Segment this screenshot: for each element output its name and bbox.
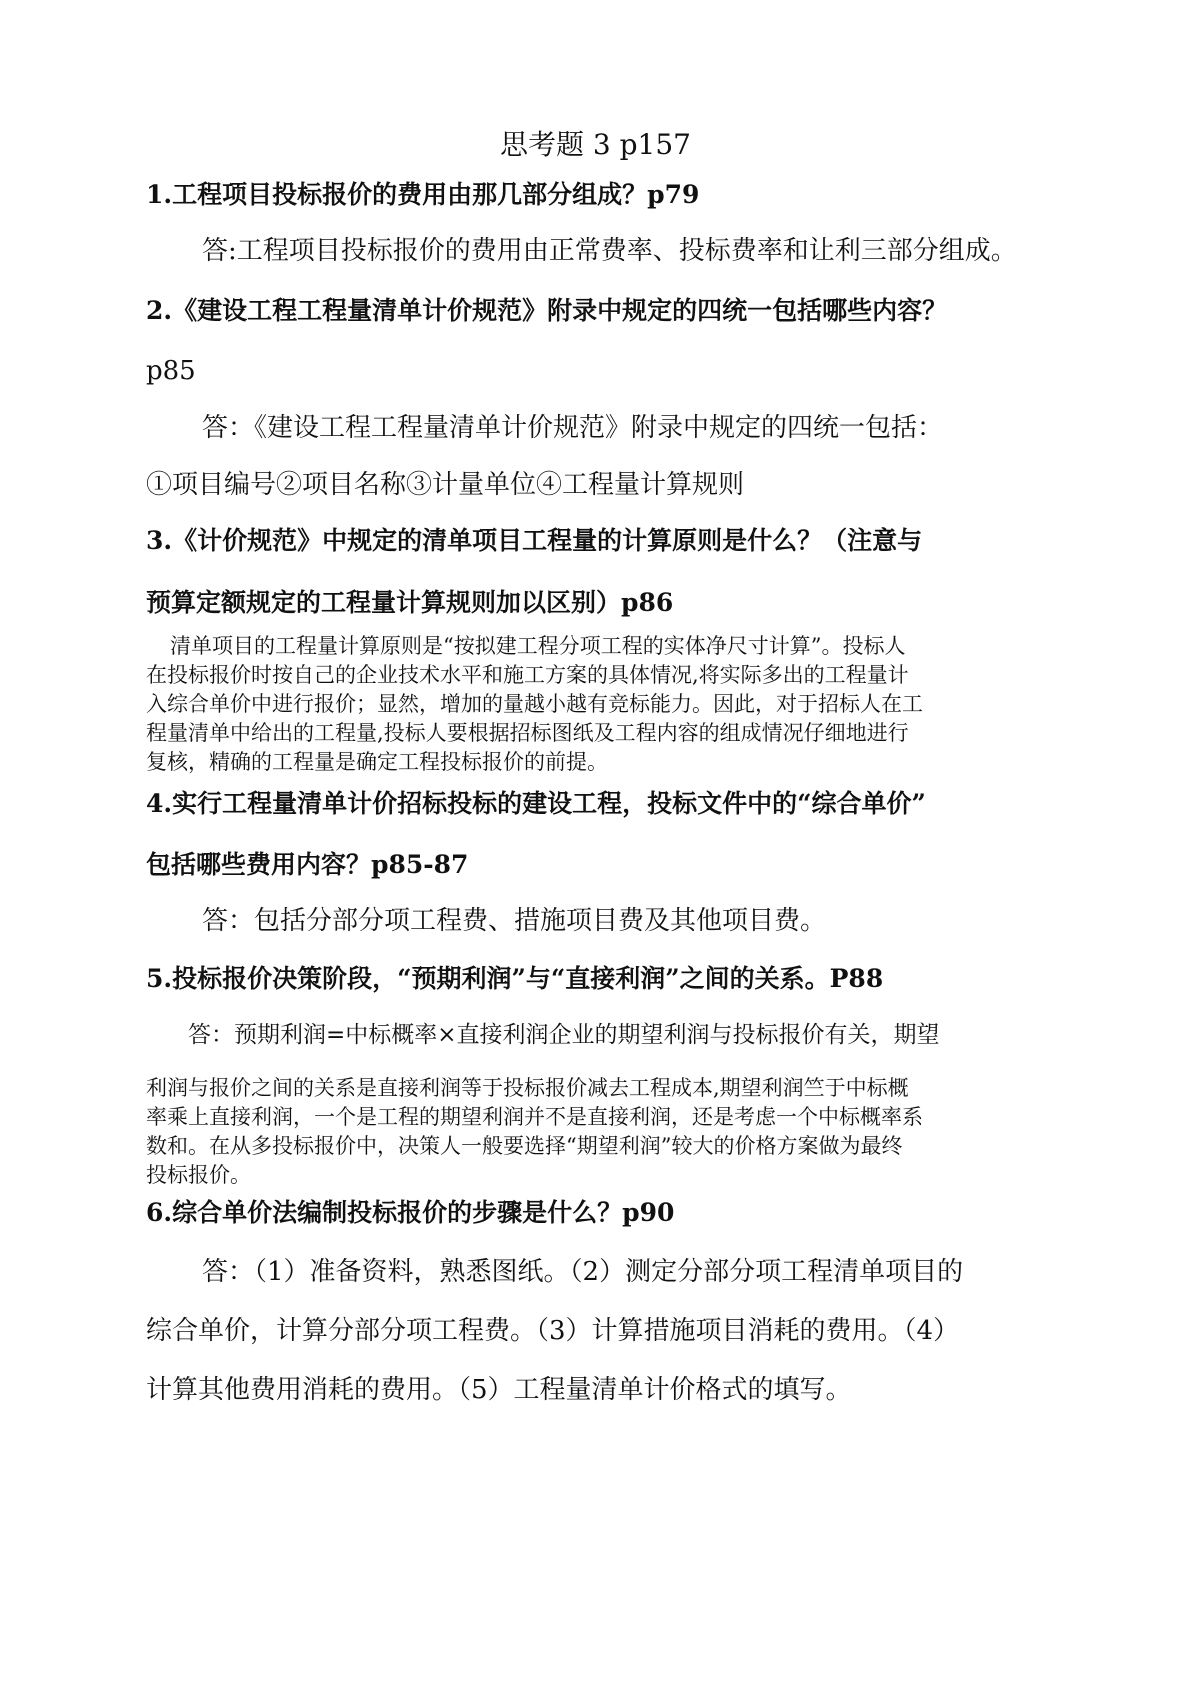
answer-1-line-1: 答:工程项目投标报价的费用由正常费率、投标费率和让利三部分组成。 xyxy=(202,236,1017,266)
answer-4-line-1: 答：包括分部分项工程费、措施项目费及其他项目费。 xyxy=(202,906,827,936)
answer-5-line-2: 利润与报价之间的关系是直接利润等于投标报价减去工程成本,期望利润竺于中标概 xyxy=(146,1076,909,1100)
page-title: 思考题 3 p157 xyxy=(500,128,691,161)
question-4-line-2: 包括哪些费用内容？p85-87 xyxy=(146,850,469,879)
answer-5-line-4: 数和。在从多投标报价中，决策人一般要选择“期望利润”较大的价格方案做为最终 xyxy=(146,1134,903,1158)
answer-3-line-2: 在投标报价时按自己的企业技术水平和施工方案的具体情况,将实际多出的工程量计 xyxy=(146,663,909,687)
answer-3-line-1: 清单项目的工程量计算原则是“按拟建工程分项工程的实体净尺寸计算”。投标人 xyxy=(170,634,906,658)
question-4-line-1: 4.实行工程量清单计价招标投标的建设工程，投标文件中的“综合单价” xyxy=(146,789,926,818)
answer-5-line-1: 答：预期利润=中标概率×直接利润企业的期望利润与投标报价有关，期望 xyxy=(188,1022,940,1048)
answer-6-line-2: 综合单价，计算分部分项工程费。（3）计算措施项目消耗的费用。（4） xyxy=(146,1316,960,1346)
question-6-line-1: 6.综合单价法编制投标报价的步骤是什么？p90 xyxy=(146,1198,675,1227)
answer-2-line-1: 答：《建设工程工程量清单计价规范》附录中规定的四统一包括： xyxy=(202,413,944,443)
answer-2-line-2: ①项目编号②项目名称③计量单位④工程量计算规则 xyxy=(146,470,745,500)
answer-3-line-4: 程量清单中给出的工程量,投标人要根据招标图纸及工程内容的组成情况仔细地进行 xyxy=(146,721,909,745)
answer-5-line-3: 率乘上直接利润，一个是工程的期望利润并不是直接利润，还是考虑一个中标概率系 xyxy=(146,1105,923,1129)
answer-3-line-3: 入综合单价中进行报价；显然，增加的量越小越有竞标能力。因此，对于招标人在工 xyxy=(146,692,923,716)
answer-3-line-5: 复核，精确的工程量是确定工程投标报价的前提。 xyxy=(146,750,608,774)
answer-6-line-1: 答：（1）准备资料，熟悉图纸。（2）测定分部分项工程清单项目的 xyxy=(202,1257,964,1287)
question-3-line-2: 预算定额规定的工程量计算规则加以区别）p86 xyxy=(146,588,674,617)
question-1-line-1: 1.工程项目投标报价的费用由那几部分组成？p79 xyxy=(146,180,700,209)
answer-5-line-5: 投标报价。 xyxy=(146,1163,251,1187)
question-2-line-1: 2.《建设工程工程量清单计价规范》附录中规定的四统一包括哪些内容？ xyxy=(146,296,948,325)
question-5-line-1: 5.投标报价决策阶段，“预期利润”与“直接利润”之间的关系。P88 xyxy=(146,964,884,993)
answer-6-line-3: 计算其他费用消耗的费用。（5）工程量清单计价格式的填写。 xyxy=(146,1375,852,1405)
question-2-line-2: p85 xyxy=(146,356,196,386)
question-3-line-1: 3.《计价规范》中规定的清单项目工程量的计算原则是什么？（注意与 xyxy=(146,526,923,555)
